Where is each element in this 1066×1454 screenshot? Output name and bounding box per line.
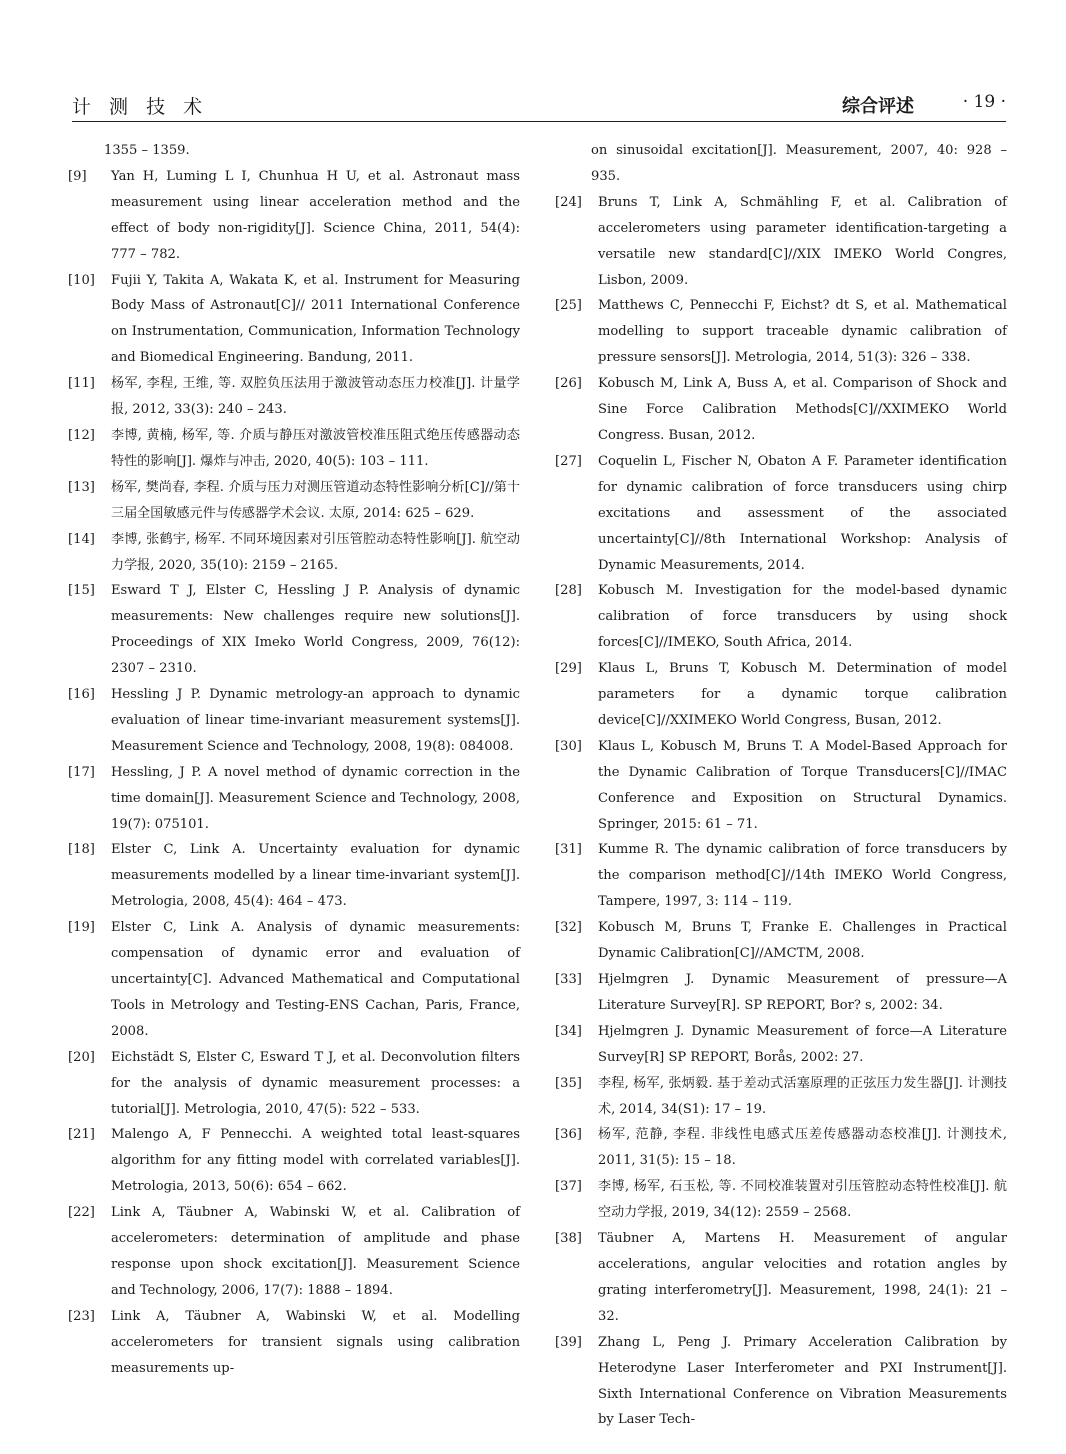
reference-text: 李程, 杨军, 张炳毅. 基于差动式活塞原理的正弦压力发生器[J]. 计测技术, 2014, 34(S1): 17 – 19. — [598, 1075, 1007, 1117]
reference-text: Hessling, J P. A novel method of dynamic correction in the time domain[J]. Measurement Science and Technology, 2008, 19(7): 075101. — [111, 764, 520, 832]
reference-number: [35] — [555, 1075, 582, 1091]
reference-number: [21] — [68, 1127, 95, 1143]
reference-item — [555, 449, 1007, 579]
reference-number: [23] — [68, 1308, 95, 1324]
reference-text: 1355 – 1359. — [104, 143, 190, 158]
reference-number: [36] — [555, 1127, 582, 1143]
reference-item — [68, 682, 520, 760]
reference-item — [68, 1304, 520, 1382]
reference-item — [555, 138, 1007, 190]
reference-item — [555, 1226, 1007, 1330]
header-rule — [72, 121, 1006, 122]
reference-text: Hjelmgren J. Dynamic Measurement of force—A Literature Survey[R] SP REPORT, Borås, 2002: 27. — [598, 1023, 1007, 1065]
reference-number: [27] — [555, 453, 582, 469]
reference-number: [20] — [68, 1049, 95, 1065]
reference-item — [555, 656, 1007, 734]
reference-text: Esward T J, Elster C, Hessling J P. Analysis of dynamic measurements: New challenges require new solutions[J]. Proceedings of XIX Imeko World Congress, 2009, 76(12): 2307 – 2310. — [111, 583, 520, 677]
reference-number: [14] — [68, 531, 95, 547]
reference-item — [68, 1045, 520, 1123]
reference-number: [17] — [68, 764, 95, 780]
reference-number: [31] — [555, 842, 582, 858]
reference-number: [15] — [68, 583, 95, 599]
reference-item — [68, 578, 520, 682]
reference-text: Matthews C, Pennecchi F, Eichst? dt S, et al. Mathematical modelling to support traceable dynamic calibration of pressure sensors[J]. Metrologia, 2014, 51(3): 326 – 338. — [598, 298, 1007, 366]
left-column — [68, 138, 520, 1382]
reference-text: Elster C, Link A. Uncertainty evaluation for dynamic measurements modelled by a linear time-invariant system[J]. Metrologia, 2008, 45(4): 464 – 473. — [111, 842, 520, 910]
reference-number: [28] — [555, 583, 582, 599]
reference-number: [39] — [555, 1334, 582, 1350]
reference-item — [68, 475, 520, 527]
reference-text: Klaus L, Kobusch M, Bruns T. A Model-Based Approach for the Dynamic Calibration of Torque Transducers[C]//IMAC Conference and Exposition on Structural Dynamics. Springer, 2015: 61 – 71. — [598, 738, 1007, 832]
reference-text: 李博, 杨军, 石玉松, 等. 不同校准装置对引压管腔动态特性校准[J]. 航空动力学报, 2019, 34(12): 2559 – 2568. — [598, 1179, 1007, 1221]
reference-text: Fujii Y, Takita A, Wakata K, et al. Instrument for Measuring Body Mass of Astronaut[C]// 2011 International Conference on Instrumentation, Communication, Information Technology and Biomedical Engineering. Bandung, 2011. — [111, 272, 520, 366]
reference-item — [555, 1019, 1007, 1071]
reference-item — [555, 371, 1007, 449]
reference-item — [68, 268, 520, 372]
reference-item — [68, 760, 520, 838]
reference-text: Hjelmgren J. Dynamic Measurement of pressure—A Literature Survey[R]. SP REPORT, Bor? s, 2002: 34. — [598, 972, 1007, 1013]
reference-item — [68, 423, 520, 475]
reference-item — [68, 371, 520, 423]
reference-item — [555, 1330, 1007, 1434]
reference-text: Coquelin L, Fischer N, Obaton A F. Parameter identification for dynamic calibration of force transducers using chirp excitations and assessment of the associated uncertainty[C]//8th International Workshop: Analysis of Dynamic Measurements, 2014. — [598, 453, 1007, 573]
reference-text: Link A, Täubner A, Wabinski W, et al. Modelling accelerometers for transient signals using calibration measurements up- — [111, 1308, 520, 1376]
reference-number: [26] — [555, 376, 582, 392]
reference-number: [24] — [555, 194, 582, 210]
reference-item — [555, 915, 1007, 967]
reference-number: [34] — [555, 1023, 582, 1039]
reference-number: [13] — [68, 479, 95, 495]
reference-number: [12] — [68, 427, 95, 443]
reference-text: 李博, 黄楠, 杨军, 等. 介质与静压对激波管校准压阻式绝压传感器动态特性的影响[J]. 爆炸与冲击, 2020, 40(5): 103 – 111. — [111, 427, 520, 469]
reference-text: Bruns T, Link A, Schmähling F, et al. Calibration of accelerometers using parameter identification-targeting a versatile new standard[C]//XIX IMEKO World Congres, Lisbon, 2009. — [598, 194, 1007, 288]
reference-text: 杨军, 李程, 王维, 等. 双腔负压法用于激波管动态压力校准[J]. 计量学报, 2012, 33(3): 240 – 243. — [111, 376, 520, 418]
reference-text: 杨军, 樊尚春, 李程. 介质与压力对测压管道动态特性影响分析[C]//第十三届全国敏感元件与传感器学术会议. 太原, 2014: 625 – 629. — [111, 479, 520, 521]
reference-item — [555, 1071, 1007, 1123]
reference-text: 杨军, 范静, 李程. 非线性电感式压差传感器动态校准[J]. 计测技术, 2011, 31(5): 15 – 18. — [598, 1127, 1007, 1169]
reference-number: [37] — [555, 1179, 582, 1195]
reference-item — [555, 190, 1007, 294]
reference-number: [30] — [555, 738, 582, 754]
reference-text: Kobusch M, Bruns T, Franke E. Challenges in Practical Dynamic Calibration[C]//AMCTM, 2008. — [598, 920, 1007, 962]
reference-item — [68, 1122, 520, 1200]
reference-item — [68, 1200, 520, 1304]
reference-item — [555, 293, 1007, 371]
reference-text: Hessling J P. Dynamic metrology-an approach to dynamic evaluation of linear time-invariant measurement systems[J]. Measurement Science and Technology, 2008, 19(8): 084008. — [111, 687, 520, 754]
reference-text: Kobusch M, Link A, Buss A, et al. Comparison of Shock and Sine Force Calibration Methods[C]//XXIMEKO World Congress. Busan, 2012. — [598, 376, 1007, 443]
reference-number: [25] — [555, 298, 582, 314]
right-column — [555, 138, 1007, 1433]
reference-text: Malengo A, F Pennecchi. A weighted total least-squares algorithm for any fitting model with correlated variables[J]. Metrologia, 2013, 50(6): 654 – 662. — [111, 1127, 520, 1195]
reference-item — [68, 527, 520, 579]
reference-number: [33] — [555, 972, 582, 987]
reference-text: Yan H, Luming L I, Chunhua H U, et al. Astronaut mass measurement using linear acceleration method and the effect of body non-rigidity[J]. Science China, 2011, 54(4): 777 – 782. — [111, 168, 520, 262]
reference-text: Kumme R. The dynamic calibration of force transducers by the comparison method[C]//14th IMEKO World Congress, Tampere, 1997, 3: 114 – 119. — [598, 842, 1007, 910]
reference-item — [555, 1122, 1007, 1174]
page-number: · 19 · — [962, 92, 1006, 112]
reference-item — [555, 1174, 1007, 1226]
reference-item — [555, 578, 1007, 656]
section-title: 综合评述 — [842, 96, 914, 117]
page-header — [72, 88, 1006, 122]
reference-item — [68, 138, 520, 164]
reference-number: [11] — [68, 376, 95, 392]
reference-number: [19] — [68, 920, 95, 936]
reference-number: [32] — [555, 920, 582, 936]
reference-text: Link A, Täubner A, Wabinski W, et al. Calibration of accelerometers: determination of amplitude and phase response upon shock excitation[J]. Measurement Science and Technology, 2006, 17(7): 1888 – 1894. — [111, 1205, 520, 1298]
reference-item — [68, 837, 520, 915]
reference-number: [29] — [555, 661, 582, 677]
reference-text: Klaus L, Bruns T, Kobusch M. Determination of model parameters for a dynamic torque calibration device[C]//XXIMEKO World Congress, Busan, 2012. — [598, 661, 1007, 728]
reference-item — [68, 164, 520, 268]
reference-number: [18] — [68, 842, 95, 858]
reference-number: [38] — [555, 1231, 582, 1247]
reference-item — [555, 734, 1007, 838]
reference-number: [9] — [68, 168, 87, 184]
reference-text: Kobusch M. Investigation for the model-based dynamic calibration of force transducers by using shock forces[C]//IMEKO, South Africa, 2014. — [598, 583, 1007, 651]
reference-text: Zhang L, Peng J. Primary Acceleration Calibration by Heterodyne Laser Interferometer and PXI Instrument[J]. Sixth International Conference on Vibration Measurements by Laser Tech- — [598, 1334, 1007, 1428]
reference-item — [68, 915, 520, 1045]
reference-number: [16] — [68, 687, 95, 703]
reference-number: [10] — [68, 272, 95, 288]
reference-text: Täubner A, Martens H. Measurement of angular accelerations, angular velocities and rotation angles by grating interferometry[J]. Measurement, 1998, 24(1): 21 – 32. — [598, 1231, 1007, 1324]
reference-text: on sinusoidal excitation[J]. Measurement, 2007, 40: 928 – 935. — [591, 143, 1007, 184]
reference-text: Eichstädt S, Elster C, Esward T J, et al. Deconvolution filters for the analysis of dynamic measurement processes: a tutorial[J]. Metrologia, 2010, 47(5): 522 – 533. — [111, 1049, 520, 1117]
reference-number: [22] — [68, 1205, 95, 1221]
reference-text: 李博, 张鹤宇, 杨军. 不同环境因素对引压管腔动态特性影响[J]. 航空动力学报, 2020, 35(10): 2159 – 2165. — [111, 531, 520, 573]
journal-title: 计 测 技 术 — [72, 96, 209, 118]
reference-item — [555, 837, 1007, 915]
reference-item — [555, 967, 1007, 1019]
reference-text: Elster C, Link A. Analysis of dynamic measurements: compensation of dynamic error and evaluation of uncertainty[C]. Advanced Mathematical and Computational Tools in Metrology and Testing-ENS Cachan, Paris, France, 2008. — [111, 920, 520, 1039]
